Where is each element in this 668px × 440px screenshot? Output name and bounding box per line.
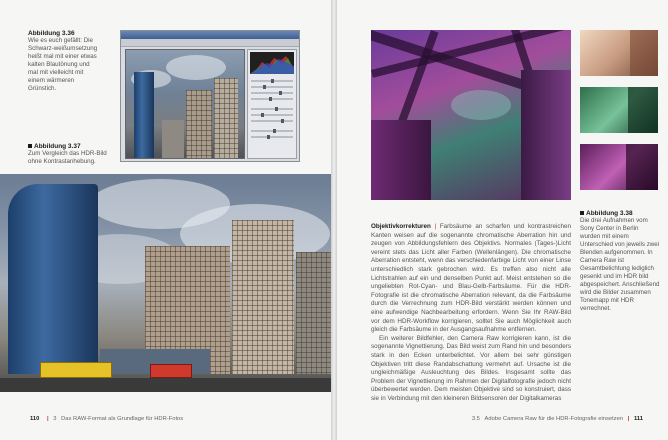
section-heading: Objektivkorrekturen [371,223,431,230]
exposure-thumbnail-1 [580,30,658,76]
page-footer-right: 3.5 Adobe Camera Raw für die HDR-Fotografie einsetzen | 111 [471,416,643,422]
raw-converter-screenshot [120,30,300,162]
sony-center-photo [371,30,571,200]
caption-title: Abbildung 3.36 [28,30,75,37]
histogram-icon [250,52,294,74]
bullet-icon [28,144,32,148]
body-text [371,223,571,403]
caption-figure-3-38 [580,210,660,313]
window-toolbar [121,39,299,47]
chapter-number: 3 [53,416,57,422]
chapter-title: Adobe Camera Raw für die HDR-Fotografie einsetzen [484,416,624,422]
left-page [0,0,331,440]
right-page [337,0,668,440]
caption-title: Abbildung 3.38 [586,210,633,217]
caption-figure-3-37 [28,143,108,166]
exposure-thumbnail-3 [580,144,658,190]
chapter-number: 3.5 [471,416,480,422]
chapter-title: Das RAW-Format als Grundlage für HDR-Fotos [61,416,184,422]
caption-text: Wie es euch gefällt: Die Schwarz-weißumsetzung heißt mal mit einer etwas kalten Blautönung und mal mit vielleicht mit einem wärmeren Grünstich. [28,37,98,92]
bullet-icon [580,211,584,215]
exposure-thumbnail-2 [580,87,658,133]
page-number: 111 [633,416,643,422]
caption-text: Die drei Aufnahmen vom Sony Center in Berlin wurden mit einem Unterschied von jeweils zwei Blenden aufgenommen. In Camera Raw ist Gesamtbelichtung lediglich gesenkt und im HDR bild abgespeichert. Anschließend wird die Bilder zusammen Tonemapp mit HDR verrechnet. [580,217,660,312]
paragraph-1: Objektivkorrekturen | Farbsäume an scharfen und kontrastreichen Kanten weisen auf die sogenannte chromatische Aberration hin und zeugen von Abbildungsfehlern des Objektivs. Normales (Tages-)Licht vereint stets das Licht aller Farben (Wellenlängen). Die chromatische Aberration entsteht, wenn das verschiedenfarbige Licht von einer Linse unterschiedlich stark gebrochen wird. Es treffen also nicht alle Lichtstrahlen auf ein und denselben Punkt auf. Meist entstehen so die ungeliebten Rot-Cyan- und Blau-Gelb-Farbsäume. Für die HDR-Fotografie ist die chromatische Aberration relevant, da die Farbsäume durch die Verrechnung zum HDR-Bild verstärkt werden können und eine aufwendige Nachbearbeitung erfordern. Wenn Sie Ihr RAW-Bild vor dem HDR-Workflow korrigieren, solltet Sie auch Möglichkeit auch gleich die Farbsäume in der Ausgangsaufnahme entfernen. [371,223,572,334]
paragraph-2: Ein weiterer Bildfehler, den Camera Raw korrigieren kann, ist die sogenannte Vignettierung. Das Bild weist zum Rand hin und besonders stark in den Ecken unterbelichtet. Vor allem bei sehr günstigen Objektiven tritt diese Randabschattung vermehrt auf. Ursache ist die ungleichmäßige Ausleuchtung des Bildes. Insgesamt sollte das Problem der Vignettierung im Rahmen der Digitalfotografie jedoch nicht überbewertet werden. Dem meisten Objektive sind so konstruiert, dass sie in Verbindung mit den kleineren Bildsensoren der Digitalkameras [371,334,571,402]
caption-figure-3-36 [28,30,98,93]
caption-title: Abbildung 3.37 [34,143,81,150]
page-footer-left: 110 | 3 Das RAW-Format als Grundlage für HDR-Fotos [30,416,184,422]
preview-image [125,49,245,159]
page-number: 110 [30,416,40,422]
adjustment-panel [247,49,297,159]
building-photo [0,174,331,392]
window-titlebar [121,31,299,39]
caption-text: Zum Vergleich das HDR-Bild ohne Kontrastanhebung. [28,150,107,165]
